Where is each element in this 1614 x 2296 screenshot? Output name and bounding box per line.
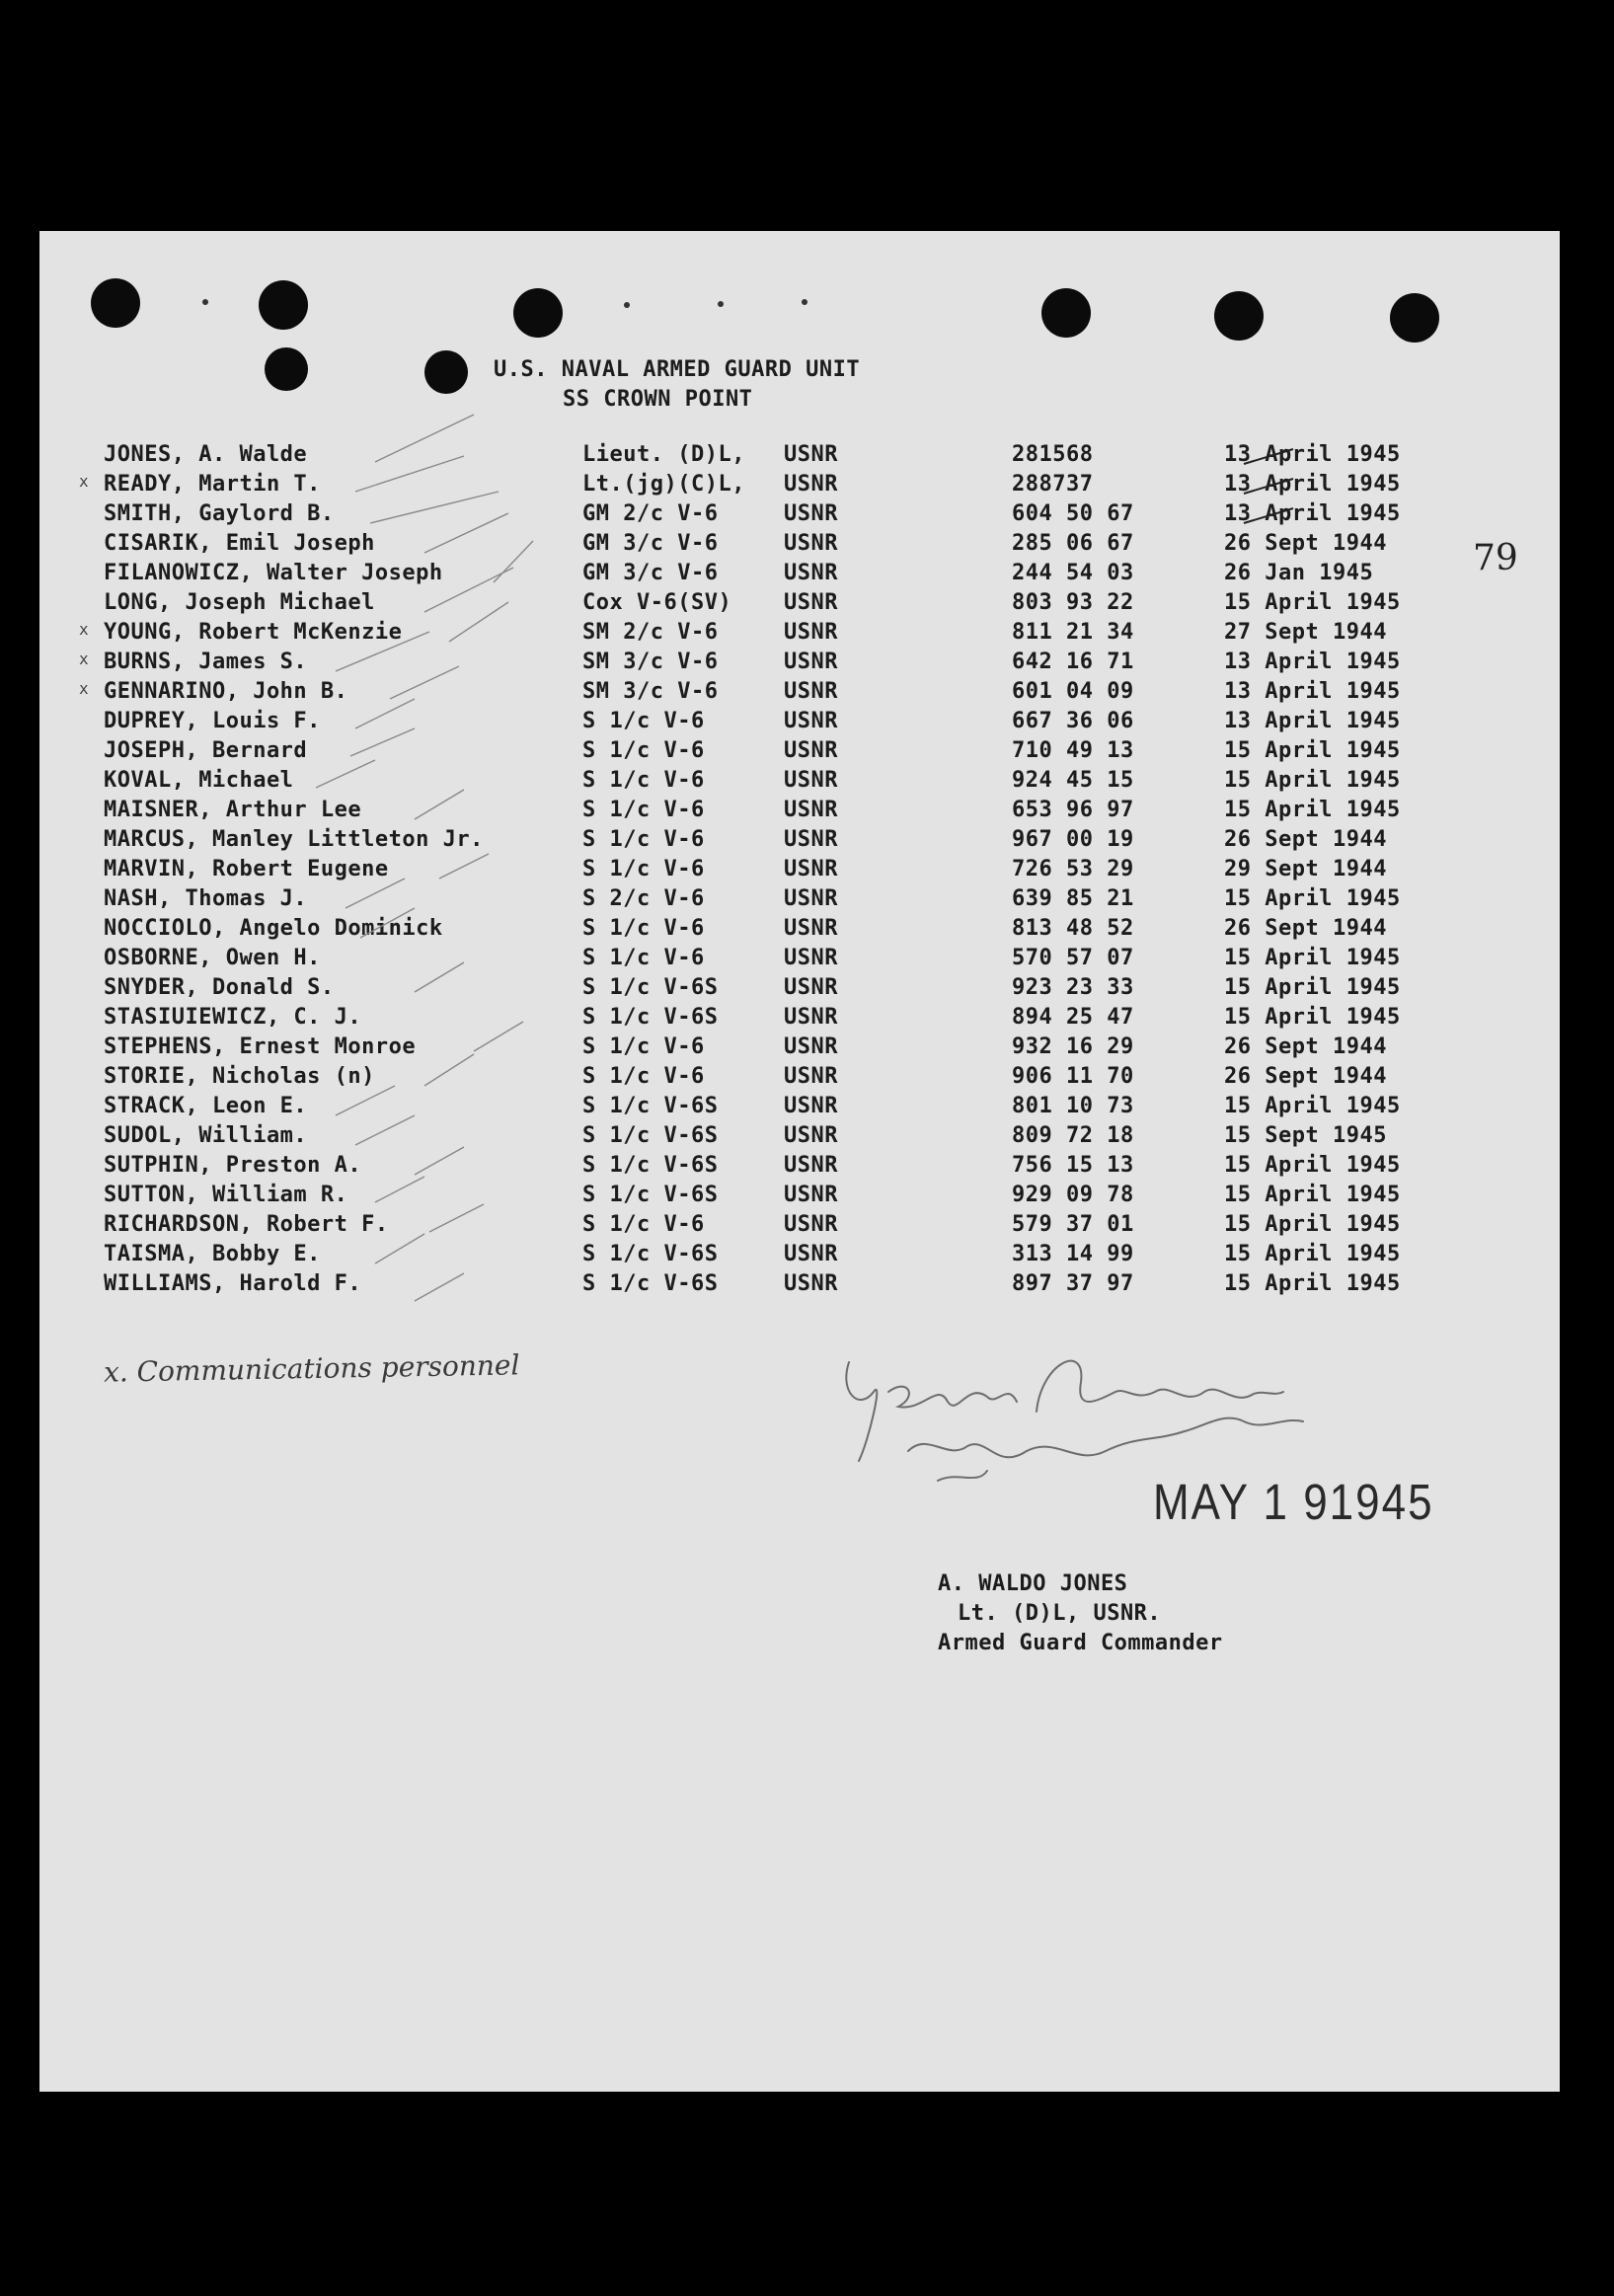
crew-service: USNR	[784, 590, 838, 615]
crew-service-number: 813 48 52	[1012, 916, 1134, 941]
crew-service: USNR	[784, 975, 838, 1000]
date-stamp: MAY 1 91945	[1153, 1475, 1434, 1531]
crew-date: 13 April 1945	[1224, 709, 1401, 733]
roster-mark: x	[79, 650, 90, 668]
crew-name: SNYDER, Donald S.	[104, 975, 335, 1000]
pencil-tick	[375, 415, 474, 462]
crew-date: 26 Sept 1944	[1224, 916, 1387, 941]
crew-service-number: 803 93 22	[1012, 590, 1134, 615]
crew-service: USNR	[784, 1034, 838, 1059]
crew-service-number: 932 16 29	[1012, 1034, 1134, 1059]
pencil-tick	[415, 1273, 464, 1301]
crew-service: USNR	[784, 798, 838, 822]
pencil-tick	[429, 1204, 484, 1232]
crew-service: USNR	[784, 679, 838, 704]
crew-date: 15 April 1945	[1224, 1153, 1401, 1178]
crew-service: USNR	[784, 620, 838, 645]
crew-date: 15 April 1945	[1224, 1005, 1401, 1030]
crew-service-number: 281568	[1012, 442, 1094, 467]
crew-date: 13 April 1945	[1224, 501, 1401, 526]
crew-service-number: 811 21 34	[1012, 620, 1134, 645]
pencil-tick	[370, 492, 499, 523]
crew-rate: GM 3/c V-6	[582, 561, 719, 585]
crew-service: USNR	[784, 1212, 838, 1237]
pencil-tick	[316, 760, 375, 788]
crew-service: USNR	[784, 501, 838, 526]
pencil-tick	[336, 1086, 395, 1115]
crew-name: SMITH, Gaylord B.	[104, 501, 335, 526]
crew-name: JOSEPH, Bernard	[104, 738, 308, 763]
pencil-tick	[375, 1177, 424, 1202]
crew-service: USNR	[784, 1094, 838, 1118]
crew-service: USNR	[784, 1064, 838, 1089]
crew-rate: S 1/c V-6S	[582, 975, 719, 1000]
crew-name: STASIUIEWICZ, C. J.	[104, 1005, 362, 1030]
crew-rate: S 1/c V-6	[582, 827, 705, 852]
crew-service: USNR	[784, 827, 838, 852]
crew-name: SUTPHIN, Preston A.	[104, 1153, 362, 1178]
pencil-tick	[474, 1022, 523, 1051]
crew-service-number: 604 50 67	[1012, 501, 1134, 526]
roster-mark: x	[79, 620, 90, 639]
crew-date: 15 April 1945	[1224, 1271, 1401, 1296]
crew-name: GENNARINO, John B.	[104, 679, 348, 704]
crew-name: NOCCIOLO, Angelo Dominick	[104, 916, 443, 941]
crew-rate: S 1/c V-6S	[582, 1153, 719, 1178]
roster-mark: x	[79, 679, 90, 698]
crew-rate: SM 3/c V-6	[582, 650, 719, 674]
crew-service-number: 929 09 78	[1012, 1183, 1134, 1207]
crew-rate: SM 3/c V-6	[582, 679, 719, 704]
crew-service-number: 801 10 73	[1012, 1094, 1134, 1118]
inspector-signature	[829, 1323, 1382, 1500]
crew-service: USNR	[784, 1005, 838, 1030]
crew-rate: Cox V-6(SV)	[582, 590, 732, 615]
heading-ship: SS CROWN POINT	[563, 387, 753, 412]
crew-service: USNR	[784, 1183, 838, 1207]
crew-rate: GM 3/c V-6	[582, 531, 719, 556]
crew-service-number: 667 36 06	[1012, 709, 1134, 733]
crew-rate: SM 2/c V-6	[582, 620, 719, 645]
crew-service: USNR	[784, 1153, 838, 1178]
crew-name: READY, Martin T.	[104, 472, 321, 497]
crew-service-number: 756 15 13	[1012, 1153, 1134, 1178]
crew-date: 27 Sept 1944	[1224, 620, 1387, 645]
crew-service: USNR	[784, 916, 838, 941]
crew-service-number: 710 49 13	[1012, 738, 1134, 763]
crew-name: JONES, A. Walde	[104, 442, 308, 467]
crew-service-number: 894 25 47	[1012, 1005, 1134, 1030]
crew-date: 15 April 1945	[1224, 1183, 1401, 1207]
crew-rate: S 1/c V-6	[582, 946, 705, 970]
crew-name: STORIE, Nicholas (n)	[104, 1064, 375, 1089]
crew-rate: S 1/c V-6	[582, 1064, 705, 1089]
crew-service-number: 809 72 18	[1012, 1123, 1134, 1148]
crew-rate: S 1/c V-6	[582, 916, 705, 941]
crew-service-number: 726 53 29	[1012, 857, 1134, 881]
strikeout-mark	[1244, 449, 1293, 464]
crew-name: MAISNER, Arthur Lee	[104, 798, 362, 822]
crew-service-number: 967 00 19	[1012, 827, 1134, 852]
crew-date: 26 Sept 1944	[1224, 1064, 1387, 1089]
pencil-tick	[449, 602, 508, 642]
crew-date: 13 April 1945	[1224, 442, 1401, 467]
crew-service: USNR	[784, 1242, 838, 1266]
crew-service: USNR	[784, 738, 838, 763]
pencil-tick	[355, 1115, 415, 1145]
crew-service: USNR	[784, 1271, 838, 1296]
crew-rate: S 1/c V-6S	[582, 1242, 719, 1266]
crew-name: RICHARDSON, Robert F.	[104, 1212, 389, 1237]
crew-service-number: 285 06 67	[1012, 531, 1134, 556]
crew-date: 15 April 1945	[1224, 1242, 1401, 1266]
crew-date: 26 Sept 1944	[1224, 1034, 1387, 1059]
crew-date: 15 April 1945	[1224, 798, 1401, 822]
crew-rate: S 1/c V-6	[582, 1034, 705, 1059]
crew-name: MARCUS, Manley Littleton Jr.	[104, 827, 484, 852]
crew-rate: S 1/c V-6	[582, 857, 705, 881]
crew-name: NASH, Thomas J.	[104, 886, 308, 911]
crew-service-number: 906 11 70	[1012, 1064, 1134, 1089]
crew-date: 13 April 1945	[1224, 650, 1401, 674]
pencil-tick	[355, 699, 415, 728]
crew-rate: S 1/c V-6S	[582, 1123, 719, 1148]
pencil-tick	[424, 513, 508, 553]
crew-service: USNR	[784, 857, 838, 881]
crew-service-number: 924 45 15	[1012, 768, 1134, 793]
strikeout-mark	[1244, 479, 1293, 494]
crew-name: DUPREY, Louis F.	[104, 709, 321, 733]
crew-rate: S 1/c V-6	[582, 738, 705, 763]
crew-date: 15 April 1945	[1224, 768, 1401, 793]
signatory-name: A. WALDO JONES	[938, 1571, 1128, 1596]
crew-date: 29 Sept 1944	[1224, 857, 1387, 881]
crew-rate: S 1/c V-6	[582, 709, 705, 733]
crew-name: KOVAL, Michael	[104, 768, 294, 793]
crew-service-number: 313 14 99	[1012, 1242, 1134, 1266]
pencil-tick	[355, 456, 464, 492]
crew-date: 15 April 1945	[1224, 1094, 1401, 1118]
crew-date: 26 Sept 1944	[1224, 827, 1387, 852]
pencil-tick	[360, 908, 415, 938]
crew-service: USNR	[784, 1123, 838, 1148]
crew-rate: S 1/c V-6S	[582, 1094, 719, 1118]
crew-service-number: 601 04 09	[1012, 679, 1134, 704]
crew-rate: S 1/c V-6	[582, 798, 705, 822]
crew-rate: Lt.(jg)(C)L,	[582, 472, 745, 497]
crew-rate: Lieut. (D)L,	[582, 442, 745, 467]
crew-rate: S 1/c V-6S	[582, 1005, 719, 1030]
footnote-handwritten: x. Communications personnel	[103, 1348, 520, 1389]
crew-name: SUDOL, William.	[104, 1123, 308, 1148]
crew-rate: S 1/c V-6S	[582, 1271, 719, 1296]
pencil-tick	[415, 790, 464, 819]
pencil-tick	[424, 568, 513, 612]
crew-service: USNR	[784, 531, 838, 556]
pencil-tick	[494, 541, 533, 582]
crew-service-number: 653 96 97	[1012, 798, 1134, 822]
crew-service-number: 639 85 21	[1012, 886, 1134, 911]
pencil-tick	[375, 1234, 424, 1263]
pencil-tick	[415, 1147, 464, 1175]
crew-name: YOUNG, Robert McKenzie	[104, 620, 403, 645]
crew-service: USNR	[784, 561, 838, 585]
crew-service-number: 570 57 07	[1012, 946, 1134, 970]
crew-date: 13 April 1945	[1224, 472, 1401, 497]
crew-name: MARVIN, Robert Eugene	[104, 857, 389, 881]
signatory-rank: Lt. (D)L, USNR.	[958, 1601, 1162, 1626]
roster-mark: x	[79, 472, 90, 491]
crew-rate: S 1/c V-6	[582, 768, 705, 793]
crew-service: USNR	[784, 442, 838, 467]
crew-service-number: 244 54 03	[1012, 561, 1134, 585]
pencil-tick	[439, 854, 489, 879]
crew-name: OSBORNE, Owen H.	[104, 946, 321, 970]
crew-service: USNR	[784, 472, 838, 497]
crew-date: 15 April 1945	[1224, 590, 1401, 615]
crew-service: USNR	[784, 946, 838, 970]
crew-rate: S 1/c V-6	[582, 1212, 705, 1237]
crew-name: CISARIK, Emil Joseph	[104, 531, 375, 556]
crew-service: USNR	[784, 650, 838, 674]
pencil-tick	[390, 666, 459, 699]
pencil-tick	[424, 1054, 474, 1086]
crew-name: SUTTON, William R.	[104, 1183, 348, 1207]
signature-block	[938, 1569, 1223, 1658]
crew-name: FILANOWICZ, Walter Joseph	[104, 561, 443, 585]
crew-service: USNR	[784, 768, 838, 793]
strikeout-mark	[1244, 508, 1293, 523]
crew-service-number: 288737	[1012, 472, 1094, 497]
crew-service-number: 923 23 33	[1012, 975, 1134, 1000]
crew-date: 13 April 1945	[1224, 679, 1401, 704]
crew-date: 15 April 1945	[1224, 738, 1401, 763]
crew-date: 26 Jan 1945	[1224, 561, 1374, 585]
crew-service: USNR	[784, 709, 838, 733]
crew-date: 15 Sept 1945	[1224, 1123, 1387, 1148]
crew-date: 15 April 1945	[1224, 1212, 1401, 1237]
crew-name: TAISMA, Bobby E.	[104, 1242, 321, 1266]
crew-name: BURNS, James S.	[104, 650, 308, 674]
crew-rate: GM 2/c V-6	[582, 501, 719, 526]
crew-service-number: 897 37 97	[1012, 1271, 1134, 1296]
crew-name: LONG, Joseph Michael	[104, 590, 375, 615]
crew-rate: S 1/c V-6S	[582, 1183, 719, 1207]
pencil-tick	[346, 879, 405, 908]
crew-date: 15 April 1945	[1224, 886, 1401, 911]
crew-name: STEPHENS, Ernest Monroe	[104, 1034, 417, 1059]
pencil-tick	[336, 632, 429, 671]
crew-service-number: 642 16 71	[1012, 650, 1134, 674]
pencil-tick	[415, 962, 464, 992]
pencil-tick	[350, 728, 415, 756]
crew-service-number: 579 37 01	[1012, 1212, 1134, 1237]
heading-unit: U.S. NAVAL ARMED GUARD UNIT	[494, 357, 861, 382]
crew-date: 15 April 1945	[1224, 975, 1401, 1000]
crew-service: USNR	[784, 886, 838, 911]
page-number: 79	[1473, 538, 1518, 578]
crew-rate: S 2/c V-6	[582, 886, 705, 911]
crew-name: WILLIAMS, Harold F.	[104, 1271, 362, 1296]
signatory-title: Armed Guard Commander	[938, 1631, 1223, 1655]
crew-name: STRACK, Leon E.	[104, 1094, 308, 1118]
crew-date: 15 April 1945	[1224, 946, 1401, 970]
crew-date: 26 Sept 1944	[1224, 531, 1387, 556]
signature-scribble	[829, 1323, 1382, 1500]
